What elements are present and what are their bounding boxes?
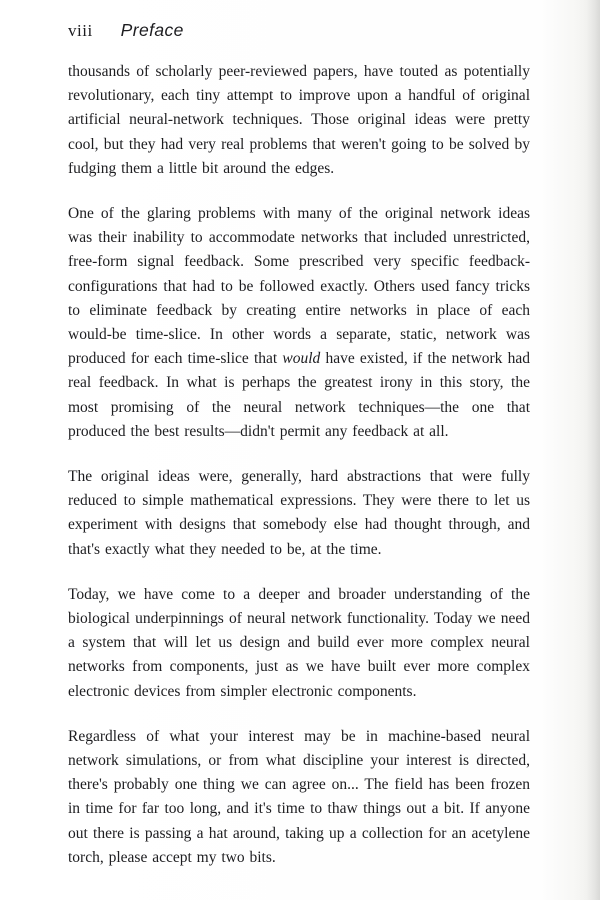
page-header (68, 20, 184, 41)
paragraph (68, 465, 530, 562)
running-title: Preface (120, 20, 184, 40)
body-text-segment: Regardless of what your interest may be in machine-based neural network simulations, or from what discipline your interest is directed, there's probably one thing we can agree on... The field has been frozen in time for far too long, and it's time to thaw things out a bit. If anyone out there is passing a hat around, taking up a collection for an acetylene torch, please accept my two bits. (68, 727, 530, 866)
preface-body (68, 60, 530, 891)
paragraph (68, 583, 530, 704)
page-edge-shadow (586, 0, 600, 900)
paragraph (68, 725, 530, 870)
paragraph (68, 60, 530, 181)
body-text-segment: thousands of scholarly peer-reviewed papers, have touted as potentially revolutionary, each tiny attempt to improve upon a handful of original artificial neural-network techniques. Those original ideas were pretty cool, but they had very real problems that weren't going to be solved by fudging them a little bit around the edges. (68, 63, 530, 177)
body-text-segment: Today, we have come to a deeper and broader understanding of the biological underpinnings of neural network functionality. Today we need a system that will let us design and build ever more complex neural networks from components, just as we have built ever more complex electronic devices from simpler electronic components. (68, 585, 530, 700)
body-text-segment: have existed, if the network had real feedback. In what is perhaps the greatest irony in this story, the most promising of the neural network techniques—the one that produced the best results—didn't permit any feedback at all. (68, 350, 530, 440)
body-text-segment: One of the glaring problems with many of the original network ideas was their inability to accommodate networks that included unrestricted, free-form signal feedback. Some prescribed very specific feedback-configurations that had to be followed exactly. Others used fancy tricks to eliminate feedback by creating entire networks in place of each would-be time-slice. In other words a separate, static, network was produced for each time-slice that (68, 205, 530, 368)
page-number: viii (68, 21, 93, 40)
paragraph (68, 202, 530, 444)
italic-text: would (282, 350, 321, 368)
body-text-segment: The original ideas were, generally, hard abstractions that were fully reduced to simple mathematical expressions. They were there to let us experiment with designs that somebody else had thought through, and that's exactly what they needed to be, at the time. (68, 468, 530, 558)
